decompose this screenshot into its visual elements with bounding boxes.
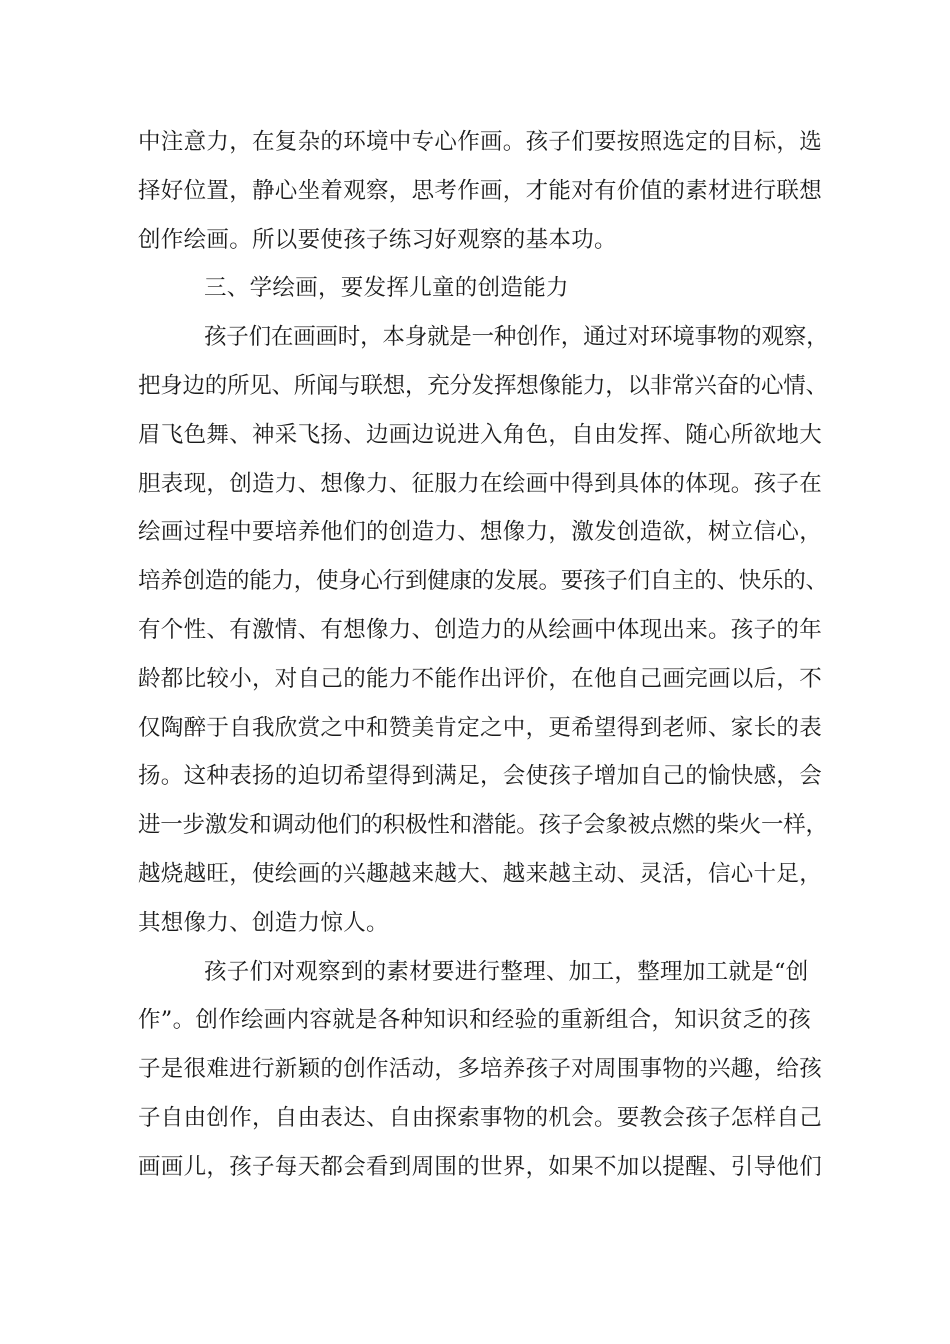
text-line: 孩子们对观察到的素材要进行整理、加工，整理加工就是“创 [204,958,809,985]
text-line: 眉飞色舞、神采飞扬、边画边说进入角色，自由发挥、随心所欲地大 [138,421,823,448]
document-body [138,118,828,1192]
text-line: 越烧越旺，使绘画的兴趣越来越大、越来越主动、灵活，信心十足， [138,860,823,887]
text-line: 子自由创作，自由表达、自由探索事物的机会。要教会孩子怎样自己 [138,1104,823,1131]
text-line: 择好位置，静心坐着观察，思考作画，才能对有价值的素材进行联想 [138,177,823,204]
text-line: 创作绘画。所以要使孩子练习好观察的基本功。 [138,226,617,253]
text-line: 子是很难进行新颖的创作活动，多培养孩子对周围事物的兴趣，给孩 [138,1056,823,1083]
text-line: 进一步激发和调动他们的积极性和潜能。孩子会象被点燃的柴火一样， [138,812,828,839]
text-line: 作”。创作绘画内容就是各种知识和经验的重新组合，知识贫乏的孩 [138,1007,812,1034]
text-line: 三、学绘画，要发挥儿童的创造能力 [204,275,569,302]
text-line: 中注意力，在复杂的环境中专心作画。孩子们要按照选定的目标，选 [138,129,823,155]
text-line: 绘画过程中要培养他们的创造力、想像力，激发创造欲，树立信心， [138,519,823,546]
text-line: 孩子们在画画时，本身就是一种创作，通过对环境事物的观察， [204,324,829,351]
text-line: 扬。这种表扬的迫切希望得到满足，会使孩子增加自己的愉快感，会 [138,763,823,790]
text-line: 胆表现，创造力、想像力、征服力在绘画中得到具体的体现。孩子在 [138,470,823,497]
text-line: 培养创造的能力，使身心行到健康的发展。要孩子们自主的、快乐的、 [138,568,828,595]
text-line: 画画儿，孩子每天都会看到周围的世界，如果不加以提醒、引导他们 [138,1153,823,1180]
text-line: 龄都比较小，对自己的能力不能作出评价，在他自己画完画以后，不 [138,665,823,692]
text-line: 仅陶醉于自我欣赏之中和赞美肯定之中，更希望得到老师、家长的表 [138,714,823,741]
text-line: 其想像力、创造力惊人。 [138,909,389,936]
text-line: 有个性、有激情、有想像力、创造力的从绘画中体现出来。孩子的年 [138,616,823,643]
text-line: 把身边的所见、所闻与联想，充分发挥想像能力，以非常兴奋的心情、 [138,372,828,399]
